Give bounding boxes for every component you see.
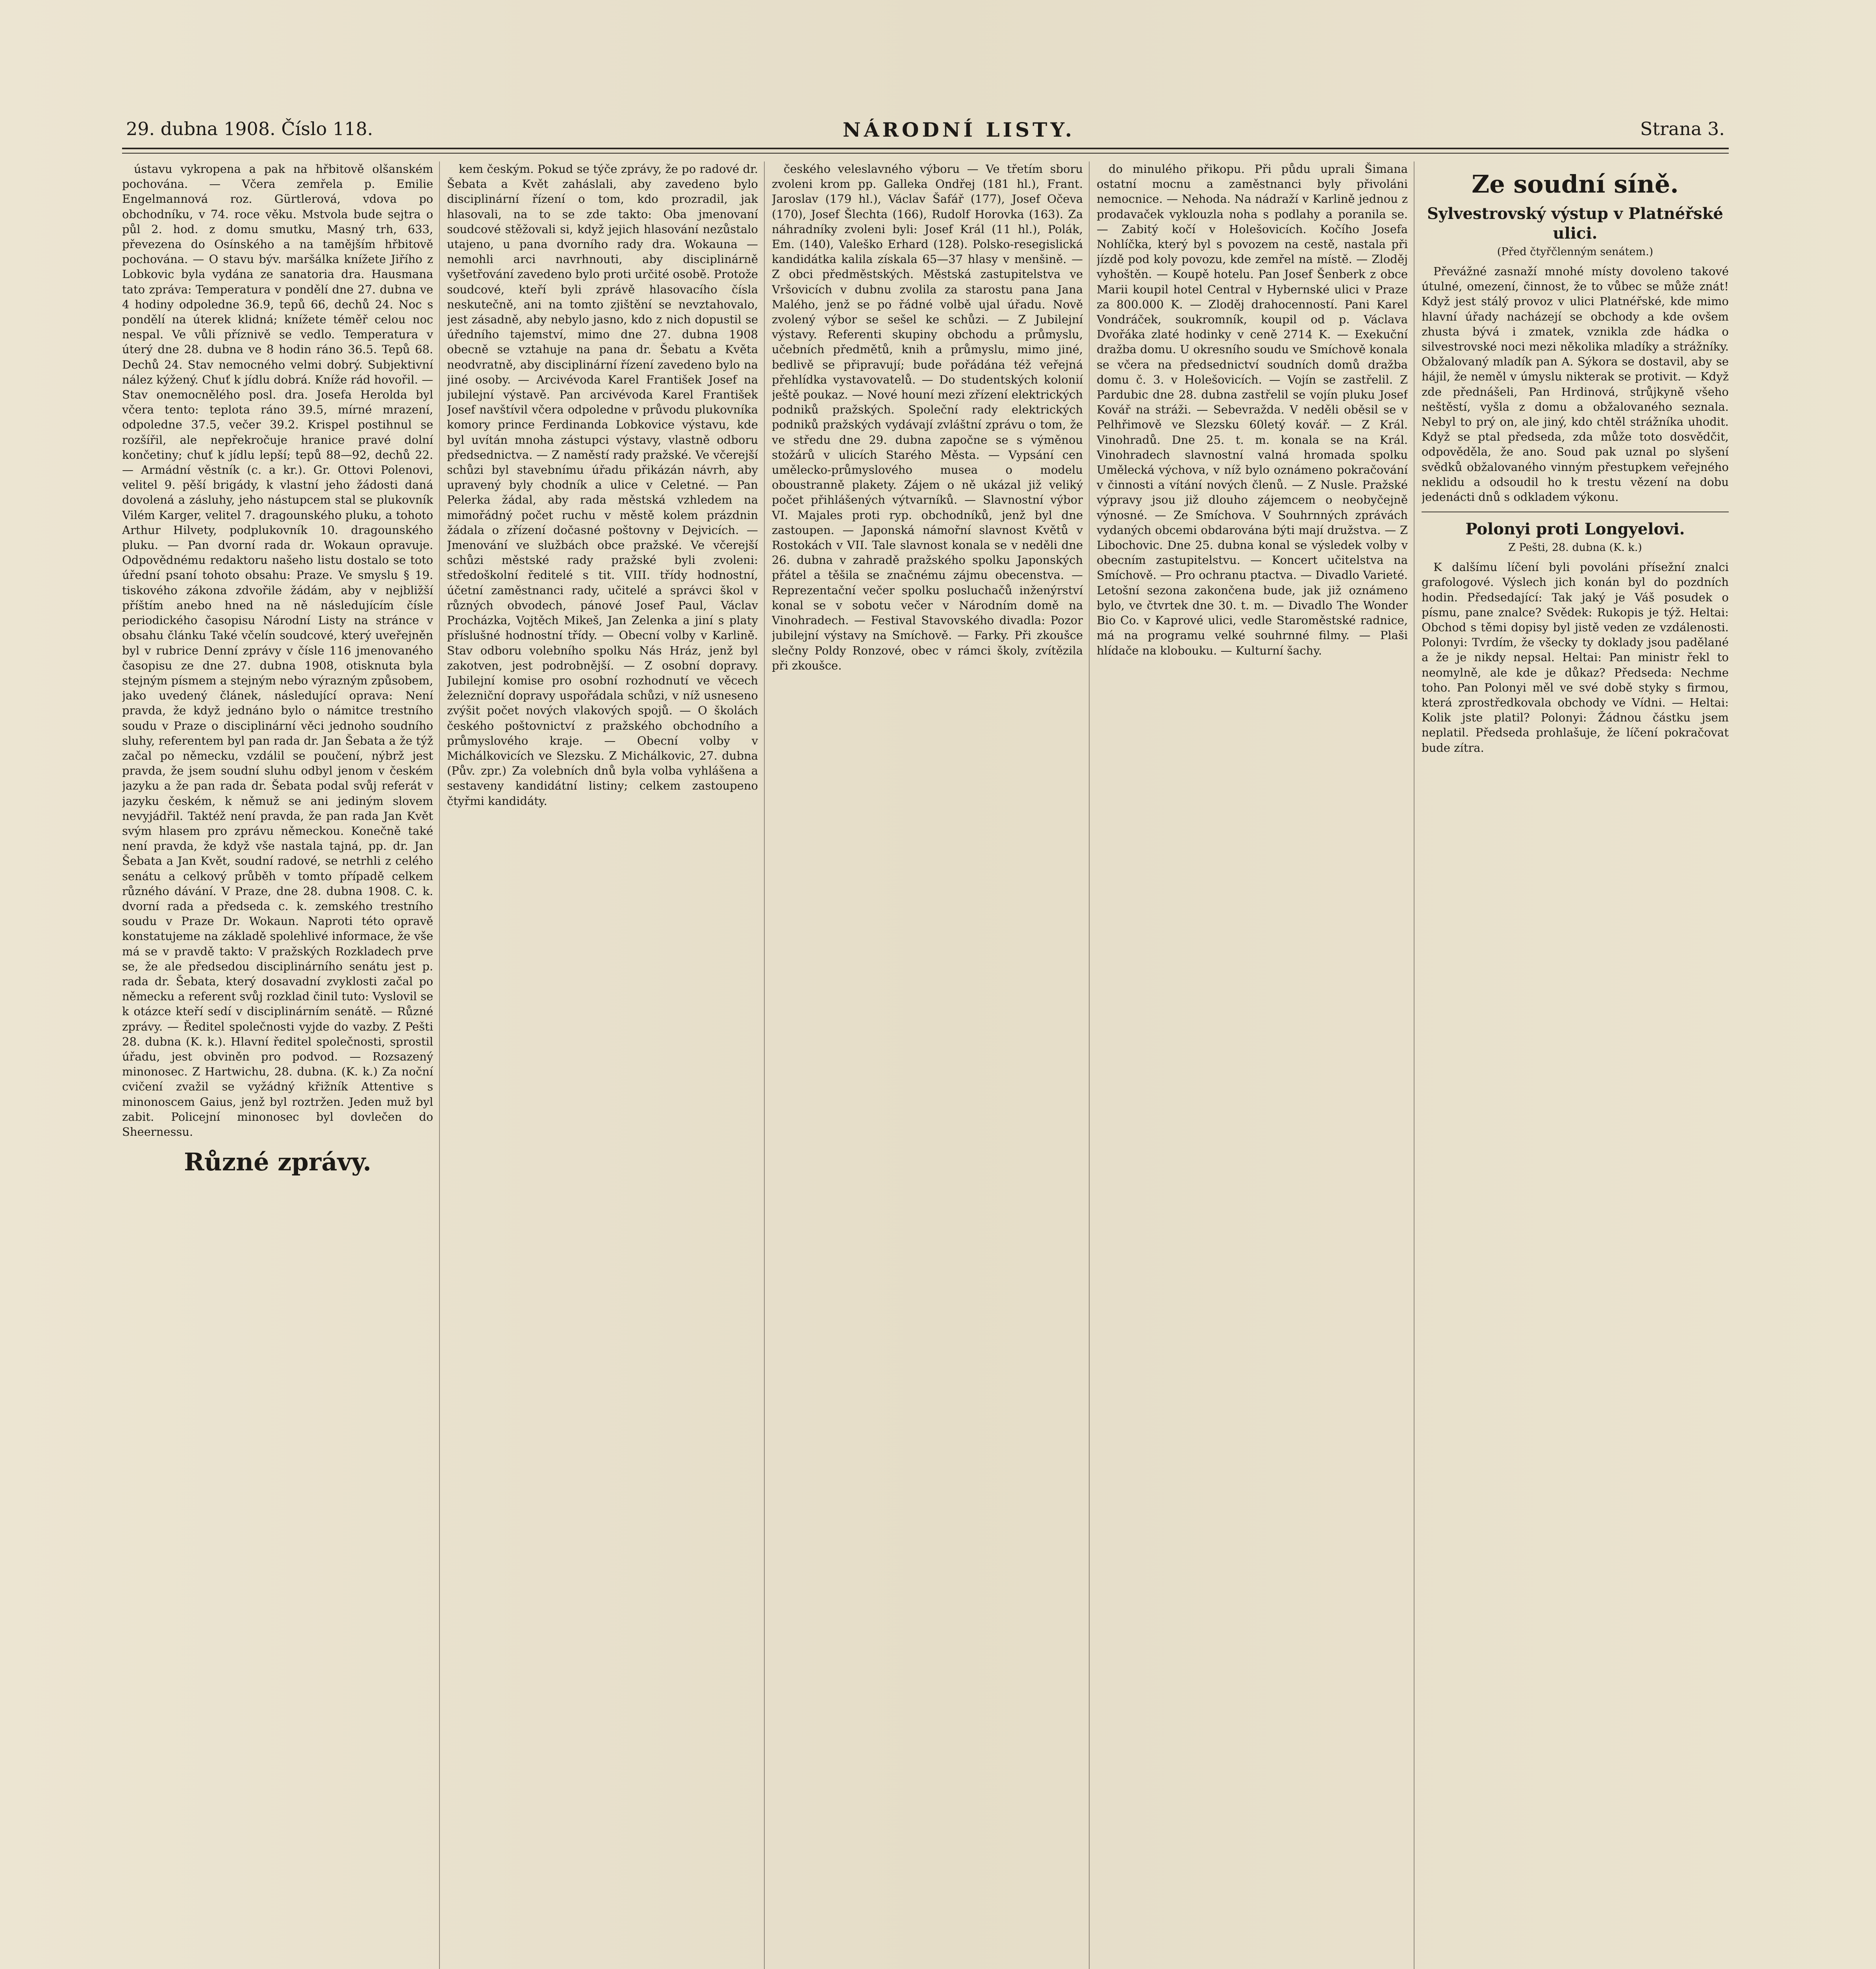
article-title-sylvestrovsky-vystup: Sylvestrovský výstup v Platnéřské ulici. — [1427, 204, 1723, 243]
page-number: Strana 3. — [1640, 118, 1725, 139]
article-dateline: Z Pešti, 28. dubna (K. k.) — [1508, 541, 1642, 554]
column-5 — [1422, 161, 1729, 1969]
column-1 — [122, 161, 433, 1969]
article-note: (Před čtyřčlenným senátem.) — [1497, 246, 1654, 258]
article-text: K dalšímu líčení byli povoláni přísežní znalci grafologové. Výslech jich konán byl do pozdních hodin. Předsedající: Tak jaký je Váš posudek o písmu, pane znalce? Svědek: Rukopis je týž. Heltai: Obchod s těmi dopisy byl jistě veden ze vzdálenosti. Polonyi: Tvrdím, že všecky ty doklady jsou padělané a že je nikdy nepsal. Heltai: Pan ministr řekl to neomylně, ale kde je důkaz? Předseda: Nechme toho. Pan Polonyi měl ve své době styky s firmou, která zprostředkovala obchody ve Vídni. — Heltai: Kolik jste platil? Polonyi: Žádnou částku jsem neplatil. Předseda prohlašuje, že líčení pokračovat bude zítra. — [1422, 560, 1729, 755]
column-1-text: ústavu vykropena a pak na hřbitově olšanském pochována. — Včera zemřela p. Emilie Engelmannová roz. Gürtlerová, vdova po obchodníku, v 74. roce věku. Mstvola bude sejtra o půl 2. hod. z domu smutku, Masný trh, 633, převezena do Osínského a na tamějším hřbitově pochována. — O stavu býv. maršálka knížete Jiřího z Lobkovic byla vydána ze sanatoria dra. Hausmana tato zpráva: Temperatura v pondělí dne 27. dubna ve 4 hodiny odpoledne 36.9, tepů 66, dechů 24. Noc s pondělí na úterek klidná; knížete téměř celou noc nespal. Ve vůli příznivě se vedlo. Temperatura v úterý dne 28. dubna ve 8 hodin ráno 36.5. Tepů 68. Dechů 24. Stav nemocného velmi dobrý. Subjektivní nález kýžený. Chuť k jídlu dobrá. Kníže rád hovořil. — Stav onemocnělého posl. dra. Josefa Herolda byl včera tento: teplota ráno 39.5, mírné mrazení, odpoledne 37.5, večer 39.2. Krispel postihnul se rozšířil, ale nepřekročuje hranice pravé dolní končetiny; chuť k jídlu lepší; tepů 88—92, dechů 22. — Armádní věstník (c. a kr.). Gr. Ottovi Polenovi, velitel 9. pěší brigády, k vlastní jeho žádosti daná dovolená a zásluhy, jeho nástupcem stal se plukovník Vilém Karger, velitel 7. dragounského pluku, a tohoto Arthur Hilvety, podplukovník 10. dragounského pluku. — Pan dvorní rada dr. Wokaun opravuje. Odpovědnému redaktoru našeho listu dostalo se toto úřední psaní tohoto obsahu: Praze. Ve smyslu § 19. tiskového zákona zdvořile žádám, aby v nejbližší příštím anebo hned na ně následujícím čísle periodického časopisu Národní Listy na stránce v obsahu článku Také včelín soudcové, který uveřejněn byl v rubrice Denní zprávy v čísle 116 jmenovaného časopisu ze dne 27. dubna 1908, otisknuta byla stejným písmem a stejným nebo výrazným způsobem, jako uvedený článek, následující oprava: Není pravda, že když jednáno bylo o námitce trestního soudu v Praze o disciplinární věci jednoho soudního sluhy, referentem byl pan rada dr. Jan Šebata a že týž začal po německu, vzdálil se poučení, nýbrž jest pravda, že jsem soudní sluhu odbyl jenom v českém jazyku a že pan rada dr. Šebata podal svůj referát v jazyku českém, k němuž se ani jediným slovem nevyjádřil. Taktéž není pravda, že pan rada Jan Květ svým hlasem pro zprávu německou. Konečně také není pravda, že když vše nastala tajná, pp. dr. Jan Šebata a Jan Květ, soudní radové, se netrhli z celého senátu a celkový průběh v tomto případě celkem různého dávání. V Praze, dne 28. dubna 1908. C. k. dvorní rada a předseda c. k. zemského trestního soudu v Praze Dr. Wokaun. Naproti této opravě konstatujeme na základě spolehlivé informace, že vše má se v pravdě takto: V pražských Rozkladech prve se, že ale předsedou disciplinárního senátu jest p. rada dr. Šebata, který dosavadní zvyklosti začal po německu a referent svůj rozklad činil tuto: Vyslovil se k otázce kteří sedí v disciplinárním senátě. — Různé zprávy. — Ředitel společnosti vyjde do vazby. Z Pešti 28. dubna (K. k.). Hlavní ředitel společnosti, sprostil úřadu, jest obviněn pro podvod. — Rozsazený minonosec. Z Hartwichu, 28. dubna. (K. k.) Za noční cvičení zvažil se vyžádný křižník Attentive s minonoscem Gaius, jenž byl roztržen. Jeden muž byl zabit. Policejní minonosec byl dovlečen do Sheernessu. — [122, 162, 433, 1138]
column-2-text: kem českým. Pokud se týče zprávy, že po radové dr. Šebata a Květ zaháslali, aby zavedeno bylo disciplinární řízení o tom, kdo prozradil, jak hlasovali, na to se zde takto: Oba jmenovaní soudcové stěžovali si, když jejich hlasování nezůstalo utajeno, u pana dvorního rady dra. Wokauna — nemohli arci navrhnouti, aby disciplinárně vyšetřování zavedeno bylo proti určité osobě. Protože soudcové, kteří byli zprávě hlasovacího čísla neskutečně, ani na tomto zjištění se nevztahovalo, jest zásadně, aby nebylo jasno, kdo z nich dopustil se úředního tajemství, mimo dne 27. dubna 1908 obecně se vztahuje na pana dr. Šebatu a Květa neodvratně, aby disciplinární řízení zavedeno bylo na jiné osoby. — Arcivévoda Karel František Josef na jubilejní výstavě. Pan arcivévoda Karel František Josef navštívil včera odpoledne v průvodu plukovníka komory prince Ferdinanda Lobkovice výstavu, kde byl uvítán mnoha zástupci výstavy, vlastně odboru předsednictva. — Z naměstí rady pražské. Ve včerejší schůzi byl stavebnímu úřadu přikázán návrh, aby upravený byly chodník a ulice v Celetné. — Pan Pelerka žádal, aby rada městská vzhledem na mimořádný počet ruchu v městě kolem prázdnin žádala o zřízení dočasné poštovny v Dejvicích. — Jmenování ve službách obce pražské. Ve včerejší schůzi městské rady pražské byli zvoleni: středoškolní ředitelé s tit. VIII. třídy hodnostní, účetní zaměstnanci rady, učitelé a správci škol v různých obvodech, pánové Josef Paul, Václav Procházka, Vojtěch Mikeš, Jan Zelenka a jiní s platy příslušné hodnostní třídy. — Obecní volby v Karlině. Stav odboru volebního spolku Nás Hráz, jenž byl zakotven, jest podrobnější. — Z osobní dopravy. Jubilejní komise pro osobní rozhodnutí ve věcech železniční dopravy uspořádala schůzi, v níž usneseno zvýšit počet nových vlakových spojů. — O školách českého poštovnictví z pražského obchodního a průmyslového kraje. — Obecní volby v Michálkovicích ve Slezsku. Z Michálkovic, 27. dubna (Pův. zpr.) Za volebních dnů byla volba vyhlášena a sestaveny kandidátní listiny; celkem zastoupeno čtyřmi kandidáty. — [447, 162, 758, 808]
masthead: NÁRODNÍ LISTY. — [843, 118, 1075, 141]
column-4-text: do minulého přikopu. Při půdu uprali Šimana ostatní mocnu a zaměstnanci byly přivoláni nemocnice. — Nehoda. Na nádraží v Karlině jednou z prodavaček vyklouzla noha s podlahy a poranila se. — Zabitý kočí v Holešovicích. Kočího Josefa Nohlíčka, který byl s povozem na cestě, nastala při jízdě pod koly povozu, kde zemřel na místě. — Zloděj vyhoštěn. — Koupě hotelu. Pan Josef Šenberk z obce Marii koupil hotel Central v Hybernské ulici v Praze za 800.000 K. — Zloděj drahocenností. Pani Karel Vondráček, soukromník, koupil od p. Václava Dvořáka zlaté hodinky v ceně 2714 K. — Exekuční dražba domu. U okresního soudu ve Smíchově konala se včera na předsednictví soudních domů dražba domu č. 3. v Holešovicích. — Vojín se zastřelil. Z Pardubic dne 28. dubna zastřelil se vojín pluku Josef Kovář na stráži. — Sebevražda. V neděli oběsil se v Pelhřimově ve Slezsku 60letý kovář. — Z Král. Vinohradů. Dne 25. t. m. konala se na Král. Vinohradech slavnostní valná hromada spolku Umělecká výchova, v níž bylo oznámeno pokračování v činnosti a vítání nových členů. — Z Nusle. Pražské výpravy jsou již dlouho zájemcem o neobyčejně výnosné. — Ze Smíchova. V Souhrnných zprávách vydaných obcemi obdarována býti mají družstva. — Z Libochovic. Dne 25. dubna konal se výsledek volby v obecním zastupitelstvu. — Koncert učitelstva na Smíchově. — Pro ochranu ptactva. — Divadlo Varieté. Letošní sezona zakončena bude, jak již oznámeno bylo, ve čtvrtek dne 30. t. m. — Divadlo The Wonder Bio Co. v Kaprové ulici, vedle Staroměstské radnice, má na programu velké souhrnné filmy. — Plaši hlídače na klobouku. — Kulturní šachy. — [1097, 162, 1408, 657]
page-header — [122, 118, 1729, 146]
article-title-polonyi: Polonyi proti Longyelovi. — [1465, 520, 1685, 539]
header-rule-thin — [122, 153, 1729, 154]
column-divider — [764, 161, 765, 1969]
column-4 — [1097, 161, 1408, 1969]
column-divider — [1089, 161, 1090, 1969]
column-3 — [772, 161, 1083, 1969]
article-text: Převážné zasnaží mnohé místy dovoleno takové útulné, omezení, činnost, že to vůbec se může znát! Když jest stálý provoz v ulici Platnéřské, kde mimo hlavní úřady nacházejí se obchody a kde ovšem zhusta bývá i zmatek, vznikla zde hádka o silvestrovské noci mezi několika mladíky a strážníky. Obžalovaný mladík pan A. Sýkora se dostavil, aby se hájil, že neměl v úmyslu nikterak se protivit. — Když zde přednášeli, Pan Hrdinová, strůjkyně všeho neštěstí, vyšla z domu a obžalovaného seznala. Nebyl to prý on, ale jiný, kdo chtěl strážníka uhodit. Když se ptal předseda, zda může toto dosvědčit, odpověděla, že ano. Soud pak uznal po slyšení svědků obžalovaného vinným přestupkem veřejného neklidu a odsoudil ho k trestu vězení na dobu jedenácti dnů s odkladem výkonu. — [1422, 265, 1729, 504]
section-title-ruzne-zpravy: Různé zprávy. — [184, 1148, 371, 1177]
issue-date: 29. dubna 1908. Číslo 118. — [126, 118, 373, 139]
column-3-text: českého veleslavného výboru — Ve třetím sboru zvoleni krom pp. Galleka Ondřej (181 hl.), Frant. Jaroslav (179 hl.), Václav Šafář (177), Josef Očeva (170), Josef Šlechta (166), Rudolf Horovka (163). Za náhradníky zvoleni byli: Josef Král (11 hl.), Polák, Em. (140), Valeško Erhard (128). Polsko-resegislická kandidátka kalila získala 65—37 hlasy v menšině. — Z obci předměstských. Městská zastupitelstva ve Vršovicích v dubnu zvolila za starostu pana Jana Malého, jenž se po řádné volbě ujal úřadu. Nově zvolený výbor se sešel ke schůzi. — Z Jubilejní výstavy. Referenti skupiny obchodu a průmyslu, učebních předmětů, knih a průmyslu, mimo jiné, bedlivě se připravují; bude pořádána též veřejná přehlídka vystavovatelů. — Do studentských kolonií ještě poukaz. — Nové houní mezi zřízení elektrických podniků pražských. Společní rady elektrických podniků pražských vydávají zvláštní zprávu o tom, že ve středu dne 29. dubna započne se s výměnou stožárů v ulicích Starého Města. — Vypsání cen umělecko-průmyslového musea o modelu oboustranně plakety. Zájem o ně ukázal již veliký počet přihlášených výtvarníků. — Slavnostní výbor VI. Majales proti ryp. obchodníků, jenž byl dne zastoupen. — Japonská námořní slavnost Květů v Rostokách v VII. Tale slavnost konala se v neděli dne 26. dubna v zahradě pražského spolku Japonských přátel a těšila se značnému zájmu obecenstva. — Reprezentační večer spolku posluchačů inženýrství konal se v sobotu večer v Národním domě na Vinohradech. — Festival Stavovského divadla: Pozor jubilejní výstavy na Smíchově. — Farky. Při zkoušce slečny Poldy Ronzové, obec v rámci školy, zvítězila při zkoušce. — [772, 162, 1083, 672]
header-rule — [122, 148, 1729, 149]
section-title-soudni-sin: Ze soudní síně. — [1472, 170, 1679, 198]
column-divider — [439, 161, 440, 1969]
column-2 — [447, 161, 758, 1969]
